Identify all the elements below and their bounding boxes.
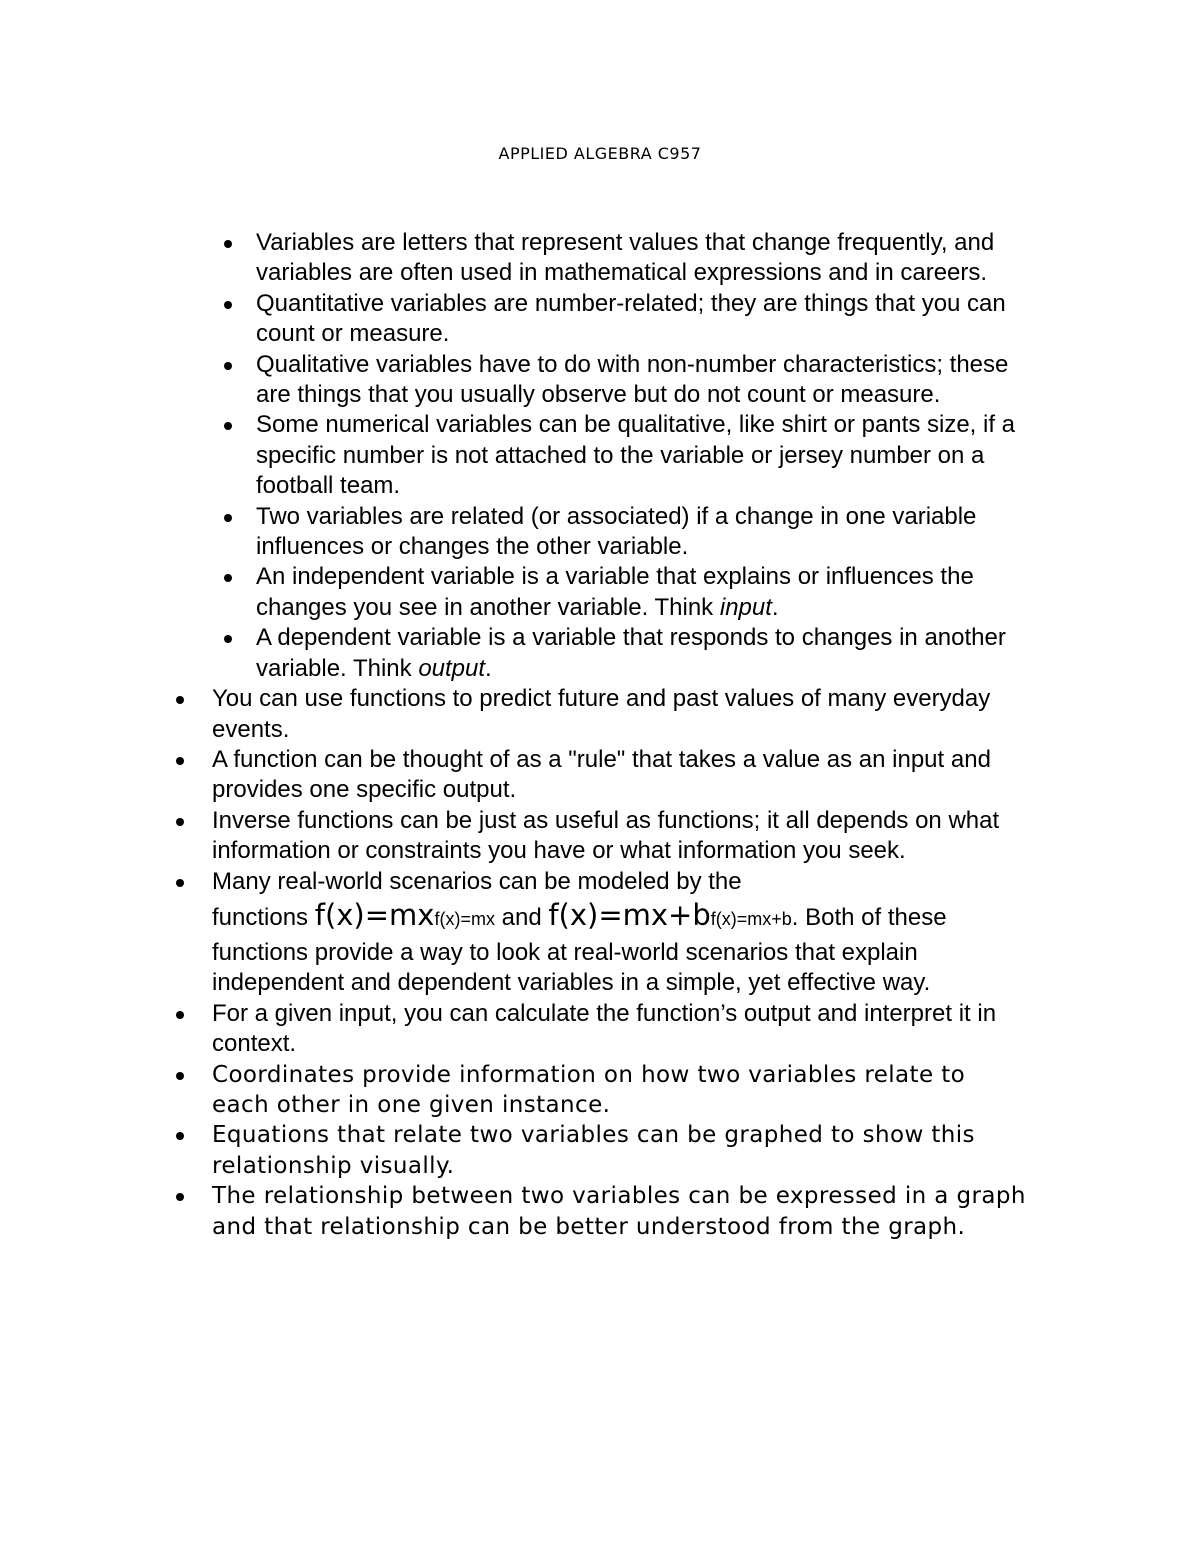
bullet-icon xyxy=(224,514,232,522)
bullet-icon xyxy=(176,879,184,887)
formula-list-item xyxy=(0,867,1027,999)
bullet-icon xyxy=(176,757,184,765)
bullet-icon xyxy=(224,635,232,643)
list-item xyxy=(0,623,1026,684)
list-item xyxy=(0,1120,1027,1181)
item-text: Qualitative variables have to do with non-number characteristics; these are things that you usually observe but do not count or measure. xyxy=(256,350,1009,409)
bullet-icon xyxy=(224,362,232,370)
formula-1-alt: f(x)=mx xyxy=(434,908,495,929)
formula-1: f(x)=mx xyxy=(314,897,435,932)
bullet-icon xyxy=(176,1193,184,1201)
item-text-end: . xyxy=(771,593,779,621)
bullet-icon xyxy=(176,1011,184,1019)
list-item xyxy=(0,410,1026,501)
list-item xyxy=(0,350,1026,411)
list-item xyxy=(0,999,1027,1060)
bullet-icon xyxy=(176,696,184,704)
list-item xyxy=(0,684,1027,745)
list-item xyxy=(0,502,1026,563)
notes-list xyxy=(0,228,1200,1242)
item-text: A dependent variable is a variable that responds to changes in another variable. Think xyxy=(256,624,1006,682)
list-item xyxy=(0,289,1026,350)
list-item xyxy=(0,1060,1027,1121)
list-item xyxy=(0,806,1027,867)
item-text-end: . xyxy=(485,654,492,682)
item-text: Variables are letters that represent values that change frequently, and variables are often used in mathematical expressions and in careers. xyxy=(256,229,995,287)
list-item xyxy=(0,1181,1027,1242)
bullet-icon xyxy=(224,240,232,248)
page-title: APPLIED ALGEBRA C957 xyxy=(498,144,702,163)
item-text: Some numerical variables can be qualitative, like shirt or pants size, if a specific number is not attached to the variable or jersey number on a football team. xyxy=(256,411,1016,500)
item-text: Coordinates provide information on how two variables relate to each other in one given instance. xyxy=(212,1061,966,1118)
formula-line xyxy=(212,897,792,932)
bullet-icon xyxy=(224,574,232,582)
list-item xyxy=(0,562,1026,623)
list-item xyxy=(0,745,1027,806)
item-text: Many real-world scenarios can be modeled by the xyxy=(212,867,742,895)
bullet-icon xyxy=(176,1072,184,1080)
bullet-icon xyxy=(176,818,184,826)
item-text-rest: . Both of these functions provide a way to look at real-world scenarios that explain independent and dependent variables in a simple, yet effective way. xyxy=(212,903,947,997)
item-text: Inverse functions can be just as useful as functions; it all depends on what information or constraints you have or what information you seek. xyxy=(212,806,1000,865)
formula-2: f(x)=mx+b xyxy=(548,897,711,932)
emphasis-text: output xyxy=(418,654,486,682)
bullet-icon xyxy=(224,301,232,309)
functions-word: functions xyxy=(212,903,315,931)
item-text: Two variables are related (or associated) if a change in one variable influences or changes the other variable. xyxy=(256,502,977,561)
bullet-icon xyxy=(224,422,232,430)
list-item xyxy=(0,228,1026,289)
and-word: and xyxy=(494,903,549,931)
formula-2-alt: f(x)=mx+b xyxy=(710,908,792,929)
item-text: A function can be thought of as a "rule" that takes a value as an input and provides one specific output. xyxy=(212,745,991,804)
bullet-icon xyxy=(176,1132,184,1140)
item-text: Equations that relate two variables can be graphed to show this relationship visually. xyxy=(212,1122,975,1179)
item-text: An independent variable is a variable that explains or influences the changes you see in another variable. Think xyxy=(256,563,974,621)
item-text: For a given input, you can calculate the function’s output and interpret it in context. xyxy=(212,999,997,1058)
item-text: Quantitative variables are number-related; they are things that you can count or measure. xyxy=(256,289,1006,348)
item-text: You can use functions to predict future and past values of many everyday events. xyxy=(212,685,991,743)
emphasis-text: input xyxy=(719,593,772,621)
item-text: The relationship between two variables can be expressed in a graph and that relationship can be better understood from the graph. xyxy=(212,1183,1026,1240)
